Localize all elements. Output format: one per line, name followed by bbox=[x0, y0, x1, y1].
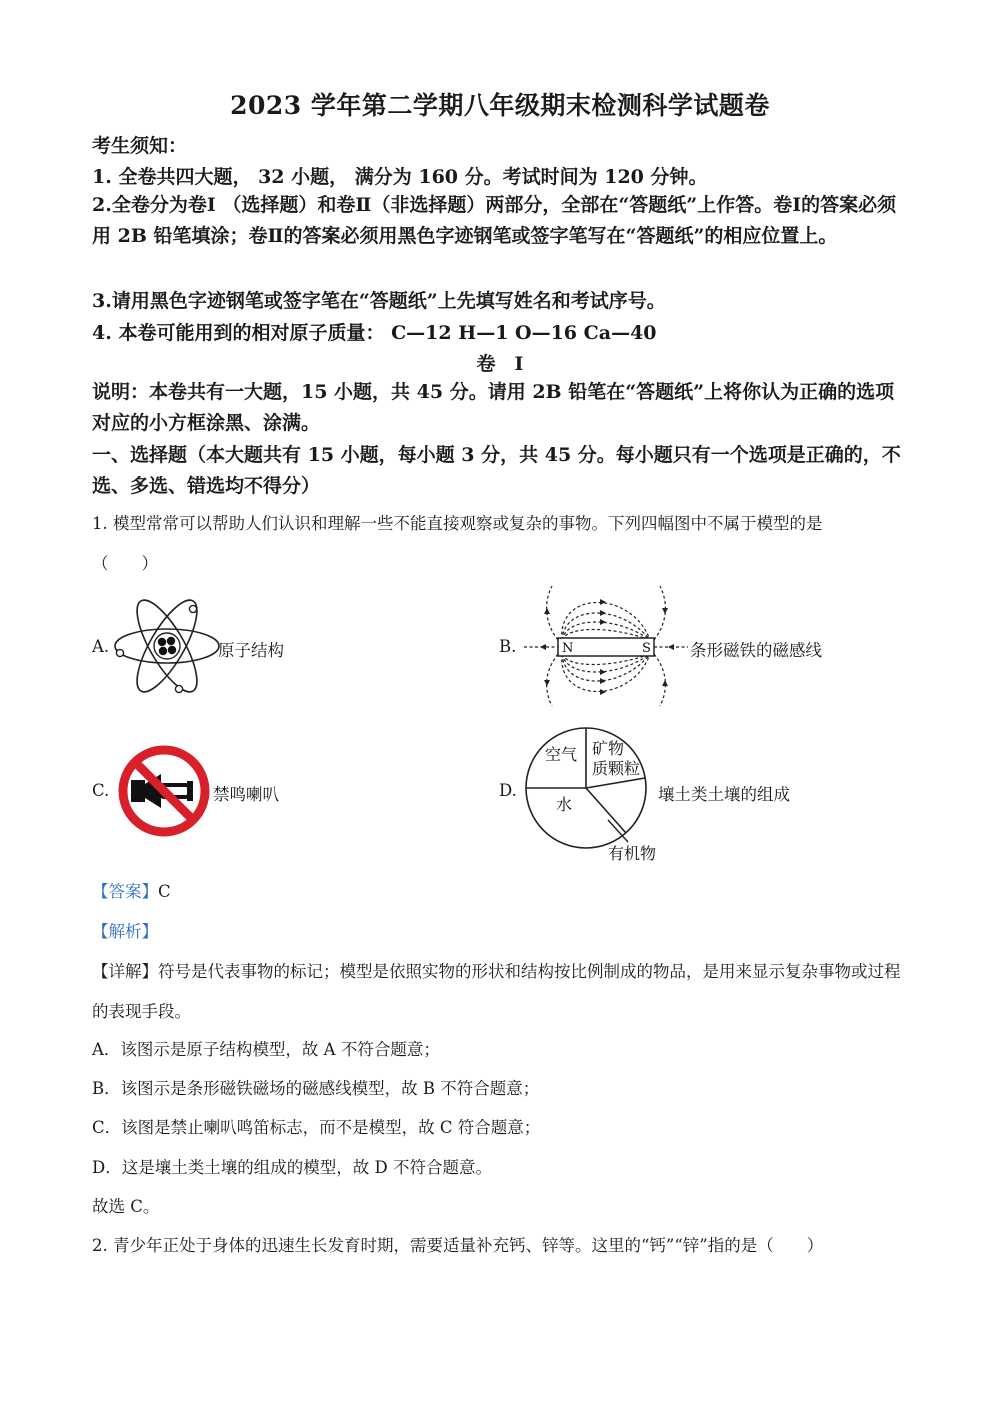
arrow-icon bbox=[668, 644, 674, 650]
nucleon bbox=[158, 638, 166, 646]
answer-line bbox=[92, 878, 171, 902]
volume-heading: 卷 I bbox=[476, 353, 524, 375]
question-2-stem: 2. 青少年正处于身体的迅速生长发育时期，需要适量补充钙、锌等。这里的“钙”“锌”指的是（ ） bbox=[92, 1236, 824, 1255]
volume-description: 说明：本卷共有一大题，15 小题，共 45 分。请用 2B 铅笔在“答题纸”上将你认为正确的选项对应的小方框涂黑、涂满。 bbox=[92, 381, 895, 434]
atom-orbit-horizontal bbox=[115, 629, 219, 663]
electron bbox=[116, 649, 123, 656]
horn-mouth bbox=[187, 781, 193, 801]
notice-item-1: 1. 全卷共四大题， 32 小题， 满分为 160 分。考试时间为 120 分钟。 bbox=[92, 166, 708, 188]
explain-d: D．这是壤土类土壤的组成的模型，故 D 不符合题意。 bbox=[92, 1158, 492, 1177]
analysis-tag: 【解析】 bbox=[92, 922, 158, 941]
conclusion: 故选 C。 bbox=[92, 1197, 160, 1216]
section-heading: 一、选择题（本大题共有 15 小题，每小题 3 分，共 45 分。每小题只有一个选项是正确的，不选、多选、错选均不得分） bbox=[92, 444, 901, 497]
arrow-icon bbox=[544, 680, 550, 686]
electron bbox=[175, 685, 182, 692]
nucleon bbox=[159, 647, 167, 655]
magnet-pole-n: N bbox=[562, 641, 574, 656]
arrow-icon bbox=[662, 680, 668, 686]
notice-heading: 考生须知： bbox=[92, 135, 188, 157]
slice-organic-label: 有机物 bbox=[608, 844, 657, 863]
magnet-pole-s: S bbox=[642, 641, 651, 656]
arrow-icon bbox=[540, 644, 546, 650]
no-horn-sign-icon bbox=[116, 743, 212, 839]
detail-paragraph bbox=[92, 952, 912, 1032]
arrow-icon bbox=[600, 610, 606, 616]
horn-body bbox=[131, 780, 145, 802]
option-a-caption: 原子结构 bbox=[218, 641, 284, 660]
explain-a: A．该图示是原子结构模型，故 A 不符合题意； bbox=[92, 1040, 440, 1059]
option-c-letter: C. bbox=[92, 781, 110, 800]
atom-model-figure bbox=[112, 590, 222, 702]
detail-tag: 【详解】 bbox=[92, 962, 158, 981]
arrow-icon bbox=[662, 608, 668, 614]
field-line bbox=[654, 654, 665, 706]
electron bbox=[189, 605, 196, 612]
option-b-letter: B. bbox=[499, 637, 517, 656]
slice-mineral-label-2: 质颗粒 bbox=[592, 759, 641, 778]
field-line bbox=[562, 654, 650, 692]
slice-water-label: 水 bbox=[556, 795, 573, 814]
nucleon bbox=[168, 646, 176, 654]
field-line bbox=[654, 586, 665, 640]
notice-item-3: 3.请用黑色字迹钢笔或签字笔在“答题纸”上先填写姓名和考试序号。 bbox=[92, 290, 666, 312]
bar-magnet-figure bbox=[522, 582, 692, 710]
arrow-icon bbox=[600, 678, 606, 684]
arrow-icon bbox=[600, 619, 606, 625]
arrow-icon bbox=[600, 599, 606, 605]
notice-item-4: 4. 本卷可能用到的相对原子质量： C—12 H—1 O—16 Ca—40 bbox=[92, 322, 657, 344]
arrow-icon bbox=[544, 608, 550, 614]
option-c-caption: 禁鸣喇叭 bbox=[213, 785, 279, 804]
option-b-caption: 条形磁铁的磁感线 bbox=[690, 641, 822, 660]
slice-air-label: 空气 bbox=[545, 745, 578, 764]
field-line bbox=[562, 603, 650, 641]
explain-c: C．该图是禁止喇叭鸣笛标志，而不是模型，故 C 符合题意； bbox=[92, 1118, 541, 1137]
option-d-caption: 壤土类土壤的组成 bbox=[658, 785, 790, 804]
option-a-letter: A. bbox=[92, 637, 110, 656]
option-d-letter: D. bbox=[499, 781, 517, 800]
page-title: 2023 学年第二学期八年级期末检测科学试题卷 bbox=[230, 91, 770, 120]
detail-text: 符号是代表事物的标记；模型是依照实物的形状和结构按比例制成的物品，是用来显示复杂事物或过程的表现手段。 bbox=[92, 962, 901, 1021]
answer-value: C bbox=[158, 882, 171, 901]
arrow-icon bbox=[600, 669, 606, 675]
explain-b: B．该图示是条形磁铁磁场的磁感线模型，故 B 不符合题意； bbox=[92, 1079, 540, 1098]
slice-mineral-label-1: 矿物 bbox=[592, 739, 625, 758]
question-1-stem: 1. 模型常常可以帮助人们认识和理解一些不能直接观察或复杂的事物。下列四幅图中不属于模型的是 bbox=[92, 514, 823, 533]
nucleon bbox=[167, 637, 175, 645]
arrow-icon bbox=[600, 689, 606, 695]
atom-nucleus-boundary bbox=[154, 633, 180, 659]
notice-item-2: 2.全卷分为卷Ⅰ （选择题）和卷Ⅱ（非选择题）两部分，全部在“答题纸”上作答。卷Ⅰ的答案必须用 2B 铅笔填涂；卷Ⅱ的答案必须用黑色字迹钢笔或签字笔写在“答题纸”的相应位置上。 bbox=[92, 194, 897, 247]
question-1-blank: （ ） bbox=[92, 554, 158, 573]
answer-tag: 【答案】 bbox=[92, 882, 158, 901]
